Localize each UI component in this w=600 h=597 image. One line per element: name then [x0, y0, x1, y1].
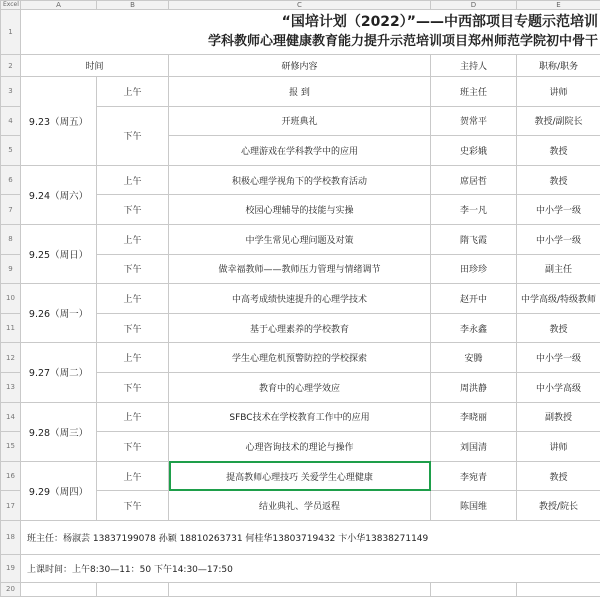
- title-line-2: 学科教师心理健康教育能力提升示范培训项目郑州师范学院初中骨干: [21, 32, 600, 52]
- period-cell[interactable]: 下午: [97, 254, 169, 284]
- column-header-b[interactable]: B: [97, 1, 169, 10]
- period-cell[interactable]: 下午: [97, 106, 169, 165]
- row-number[interactable]: 20: [1, 582, 21, 596]
- period-cell[interactable]: 上午: [97, 284, 169, 314]
- row-number[interactable]: 17: [1, 491, 21, 521]
- host-cell[interactable]: 周洪静: [431, 372, 517, 402]
- row-number[interactable]: 4: [1, 106, 21, 136]
- period-cell[interactable]: 上午: [97, 165, 169, 195]
- host-cell[interactable]: 李宛青: [431, 461, 517, 491]
- title-cell[interactable]: 教授: [517, 313, 600, 343]
- date-cell[interactable]: 9.25（周日）: [21, 224, 97, 283]
- row-number[interactable]: 2: [1, 55, 21, 77]
- contacts-cell[interactable]: 班主任：杨淑芸 13837199078 孙颖 18810263731 何桂华13803719432 卞小华13838271149: [21, 520, 600, 554]
- table-row: [1, 224, 600, 254]
- content-cell[interactable]: 学生心理危机预警防控的学校探索: [169, 343, 431, 373]
- table-row: [1, 165, 600, 195]
- empty-cell[interactable]: [97, 582, 169, 596]
- host-cell[interactable]: 田珍珍: [431, 254, 517, 284]
- host-cell[interactable]: 陈国维: [431, 491, 517, 521]
- title-cell[interactable]: 讲师: [517, 432, 600, 462]
- column-header-e[interactable]: E: [517, 1, 600, 10]
- content-cell[interactable]: 开班典礼: [169, 106, 431, 136]
- date-cell[interactable]: 9.28（周三）: [21, 402, 97, 461]
- empty-cell[interactable]: [169, 582, 431, 596]
- row-number[interactable]: 3: [1, 77, 21, 107]
- content-cell[interactable]: 做幸福教师——教师压力管理与情绪调节: [169, 254, 431, 284]
- header-time[interactable]: 时间: [21, 55, 169, 77]
- date-cell[interactable]: 9.27（周二）: [21, 343, 97, 402]
- host-cell[interactable]: 李一凡: [431, 195, 517, 225]
- period-cell[interactable]: 下午: [97, 432, 169, 462]
- date-cell[interactable]: 9.24（周六）: [21, 165, 97, 224]
- title-cell[interactable]: 中学高级/特级教师: [517, 284, 600, 314]
- title-cell[interactable]: 教授: [517, 136, 600, 166]
- period-cell[interactable]: 上午: [97, 77, 169, 107]
- host-cell[interactable]: 贺常平: [431, 106, 517, 136]
- table-row: [1, 554, 600, 582]
- title-cell[interactable]: 教授/院长: [517, 491, 600, 521]
- host-cell[interactable]: 安腾: [431, 343, 517, 373]
- title-cell[interactable]: [21, 10, 600, 55]
- content-cell[interactable]: 教育中的心理学效应: [169, 372, 431, 402]
- host-cell[interactable]: 隋飞霞: [431, 224, 517, 254]
- content-cell[interactable]: 积极心理学视角下的学校教育活动: [169, 165, 431, 195]
- row-number[interactable]: 5: [1, 136, 21, 166]
- title-cell[interactable]: 教授/副院长: [517, 106, 600, 136]
- period-cell[interactable]: 下午: [97, 491, 169, 521]
- host-cell[interactable]: 班主任: [431, 77, 517, 107]
- date-cell[interactable]: 9.23（周五）: [21, 77, 97, 166]
- content-cell[interactable]: 报 到: [169, 77, 431, 107]
- table-row: [1, 520, 600, 554]
- header-content[interactable]: 研修内容: [169, 55, 431, 77]
- row-number[interactable]: 11: [1, 313, 21, 343]
- row-number[interactable]: 10: [1, 284, 21, 314]
- title-cell[interactable]: 讲师: [517, 77, 600, 107]
- content-cell[interactable]: 提高教师心理技巧 关爱学生心理健康: [169, 461, 431, 491]
- title-cell[interactable]: 副教授: [517, 402, 600, 432]
- table-row: [1, 77, 600, 107]
- period-cell[interactable]: 下午: [97, 195, 169, 225]
- host-cell[interactable]: 刘国清: [431, 432, 517, 462]
- title-cell[interactable]: 教授: [517, 165, 600, 195]
- content-cell[interactable]: 心理咨询技术的理论与操作: [169, 432, 431, 462]
- content-cell[interactable]: SFBC技术在学校教育工作中的应用: [169, 402, 431, 432]
- empty-cell[interactable]: [431, 582, 517, 596]
- title-cell[interactable]: 中小学一级: [517, 195, 600, 225]
- empty-cell[interactable]: [21, 582, 97, 596]
- content-cell[interactable]: 中学生常见心理问题及对策: [169, 224, 431, 254]
- title-cell[interactable]: 中小学一级: [517, 224, 600, 254]
- period-cell[interactable]: 上午: [97, 343, 169, 373]
- table-row: [1, 461, 600, 491]
- content-cell[interactable]: 心理游戏在学科教学中的应用: [169, 136, 431, 166]
- title-row: [1, 10, 600, 55]
- table-row: [1, 402, 600, 432]
- column-header-c[interactable]: C: [169, 1, 431, 10]
- period-cell[interactable]: 上午: [97, 461, 169, 491]
- title-cell[interactable]: 副主任: [517, 254, 600, 284]
- row-number[interactable]: 9: [1, 254, 21, 284]
- content-cell[interactable]: 基于心理素养的学校教育: [169, 313, 431, 343]
- date-cell[interactable]: 9.26（周一）: [21, 284, 97, 343]
- row-number[interactable]: 8: [1, 224, 21, 254]
- row-number[interactable]: 18: [1, 520, 21, 554]
- period-cell[interactable]: 下午: [97, 313, 169, 343]
- row-number[interactable]: 6: [1, 165, 21, 195]
- row-number[interactable]: 16: [1, 461, 21, 491]
- column-header-d[interactable]: D: [431, 1, 517, 10]
- host-cell[interactable]: 李永鑫: [431, 313, 517, 343]
- row-number[interactable]: 12: [1, 343, 21, 373]
- content-cell[interactable]: 结业典礼、学员返程: [169, 491, 431, 521]
- header-row: [1, 55, 600, 77]
- host-cell[interactable]: 席居哲: [431, 165, 517, 195]
- empty-cell[interactable]: [517, 582, 600, 596]
- table-row: [1, 582, 600, 596]
- title-cell[interactable]: 中小学高级: [517, 372, 600, 402]
- host-cell[interactable]: 李晓丽: [431, 402, 517, 432]
- row-number[interactable]: 1: [1, 10, 21, 55]
- host-cell[interactable]: 赵开中: [431, 284, 517, 314]
- title-cell[interactable]: 中小学一级: [517, 343, 600, 373]
- period-cell[interactable]: 下午: [97, 372, 169, 402]
- title-cell[interactable]: 教授: [517, 461, 600, 491]
- content-cell[interactable]: 校园心理辅导的技能与实操: [169, 195, 431, 225]
- column-header-a[interactable]: A: [21, 1, 97, 10]
- period-cell[interactable]: 上午: [97, 224, 169, 254]
- period-cell[interactable]: 上午: [97, 402, 169, 432]
- row-number[interactable]: 15: [1, 432, 21, 462]
- row-number[interactable]: 13: [1, 372, 21, 402]
- class-time-cell[interactable]: 上课时间：上午8:30—11：50 下午14:30—17:50: [21, 554, 600, 582]
- header-host[interactable]: 主持人: [431, 55, 517, 77]
- header-title[interactable]: 职称/职务: [517, 55, 600, 77]
- title-line-1: “国培计划（2022）”——中西部项目专题示范培训: [21, 12, 600, 32]
- row-number[interactable]: 14: [1, 402, 21, 432]
- row-number[interactable]: 7: [1, 195, 21, 225]
- table-row: [1, 343, 600, 373]
- column-header-row: [1, 1, 600, 10]
- host-cell[interactable]: 史彩娥: [431, 136, 517, 166]
- date-cell[interactable]: 9.29（周四）: [21, 461, 97, 520]
- row-number[interactable]: 19: [1, 554, 21, 582]
- content-cell[interactable]: 中高考成绩快速提升的心理学技术: [169, 284, 431, 314]
- app-label[interactable]: Excel: [1, 1, 21, 10]
- table-row: [1, 284, 600, 314]
